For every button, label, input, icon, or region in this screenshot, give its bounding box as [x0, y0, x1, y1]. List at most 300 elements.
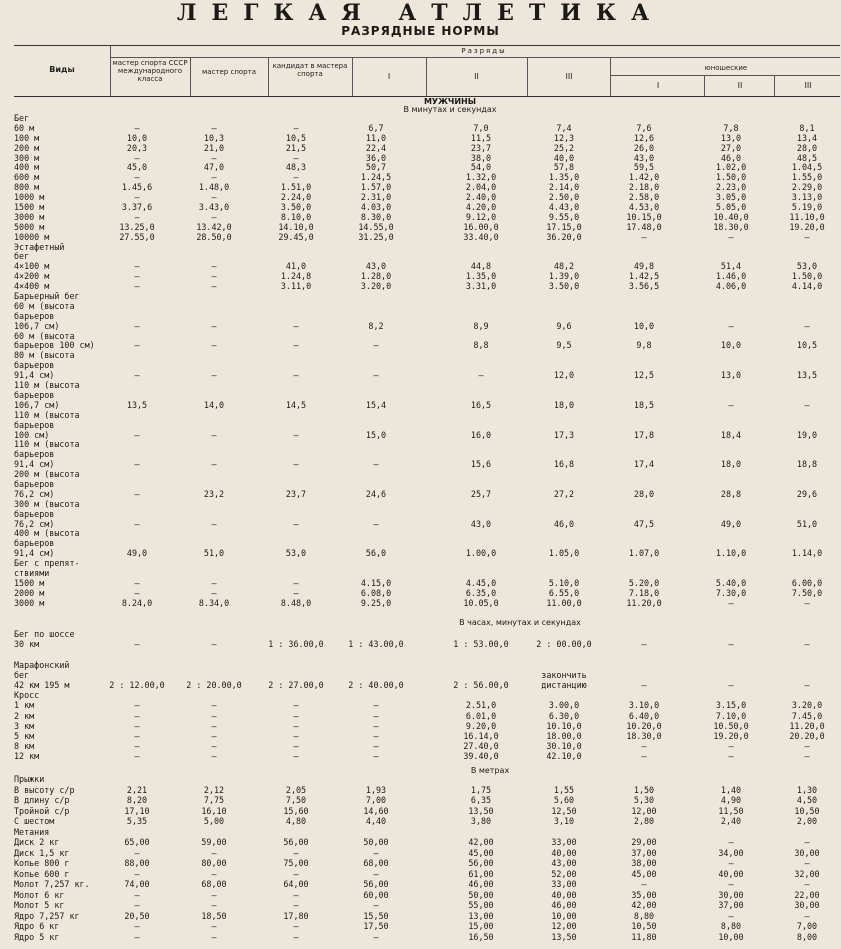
table-cell: 49,0: [720, 518, 742, 529]
header-junior-1: I: [656, 81, 660, 90]
table-cell: 3,80: [470, 816, 492, 826]
table-cell: 11.20,0: [789, 720, 825, 731]
table-cell: —: [804, 597, 810, 608]
row-label: Бег по шоссе: [14, 629, 75, 639]
table-cell: —: [293, 518, 299, 529]
table-cell: 1.10,0: [715, 548, 747, 559]
table-cell: —: [211, 868, 217, 879]
table-cell: 37,00: [631, 847, 657, 858]
table-cell: 2,21: [126, 784, 148, 795]
table-cell: —: [293, 730, 299, 741]
table-cell: —: [211, 587, 217, 598]
table-cell: 21,0: [203, 142, 225, 153]
row-label: Молот 5 кг: [14, 900, 65, 910]
table-cell: 4,40: [365, 816, 387, 826]
row-label: 300 м: [14, 152, 40, 163]
table-cell: 4.03,0: [360, 202, 392, 213]
table-cell: 8,80: [633, 910, 655, 921]
table-cell: 4.20,0: [465, 202, 497, 213]
table-cell: 9.25,0: [360, 597, 392, 608]
table-cell: 1,75: [470, 784, 492, 795]
table-cell: —: [211, 172, 217, 183]
table-cell: 12,00: [551, 921, 577, 931]
table-cell: 10.15,0: [626, 211, 662, 222]
table-row: [14, 461, 840, 471]
table-cell: 2,40: [720, 816, 742, 826]
table-cell: —: [134, 847, 140, 858]
table-cell: —: [134, 281, 140, 292]
table-cell: —: [134, 900, 140, 910]
table-cell: 3.05,0: [715, 192, 747, 203]
table-cell: 14,60: [363, 805, 389, 816]
table-cell: 11.10,0: [789, 211, 825, 222]
table-cell: 10,5: [796, 340, 818, 351]
table-cell: 51,4: [720, 261, 742, 272]
table-cell: 7,4: [556, 122, 572, 133]
table-cell: —: [211, 730, 217, 741]
table-cell: 8,8: [473, 340, 489, 351]
table-cell: —: [211, 320, 217, 331]
table-cell: —: [293, 172, 299, 183]
table-cell: 50,00: [363, 837, 389, 847]
table-cell: —: [373, 518, 379, 529]
table-cell: 46,00: [468, 879, 494, 889]
header-ranks: Разряды: [461, 47, 507, 55]
table-cell: 3.11,0: [280, 281, 312, 292]
table-cell: 3.10,0: [628, 700, 660, 711]
table-cell: —: [293, 587, 299, 598]
table-cell: —: [478, 370, 484, 381]
row-label: С шестом: [14, 816, 55, 826]
row-label: 1000 м: [14, 192, 45, 203]
header-junior-3: III: [804, 81, 812, 90]
table-cell: —: [293, 122, 299, 133]
table-cell: —: [804, 751, 810, 762]
table-cell: 1.42,0: [628, 172, 660, 183]
table-cell: 74,00: [124, 879, 150, 889]
table-cell: 16,50: [468, 931, 494, 942]
table-cell: 61,00: [468, 868, 494, 879]
table-cell: 18,0: [553, 399, 575, 410]
table-cell: —: [293, 370, 299, 381]
table-cell: 2 : 56.00,0: [453, 679, 509, 690]
table-cell: 42,00: [631, 900, 657, 910]
table-cell: 30,00: [794, 900, 820, 910]
table-cell: 51,0: [796, 518, 818, 529]
table-cell: 7.18,0: [628, 587, 660, 598]
table-cell: 15,6: [470, 459, 492, 470]
table-cell: —: [293, 320, 299, 331]
table-cell: 57,8: [553, 162, 575, 173]
table-cell: 1 : 36.00,0: [268, 639, 324, 650]
table-cell: 2.29,0: [791, 182, 823, 193]
table-cell: 3.43,0: [198, 202, 230, 213]
table-cell: 26,0: [633, 142, 655, 153]
header-junior: юношеские: [704, 64, 748, 72]
table-cell: 1,50: [633, 784, 655, 795]
table-cell: 1,55: [553, 784, 575, 795]
table-cell: 1.35,0: [548, 172, 580, 183]
row-label: барьеров: [14, 360, 55, 371]
row-label: 100 см): [14, 429, 50, 440]
table-cell: —: [641, 741, 647, 752]
table-cell: 49,8: [633, 261, 655, 272]
table-row: [14, 498, 840, 511]
table-cell: 24,6: [365, 488, 387, 499]
table-row: [14, 560, 840, 570]
table-cell: 16,5: [470, 399, 492, 410]
table-cell: 5,00: [203, 816, 225, 826]
table-row: [14, 659, 840, 672]
table-cell: 13,50: [468, 805, 494, 816]
table-cell: —: [134, 261, 140, 272]
table-cell: —: [293, 751, 299, 762]
table-cell: —: [373, 710, 379, 721]
table-cell: 8,00: [796, 931, 818, 942]
table-cell: 20,3: [126, 142, 148, 153]
table-cell: 1.50,0: [715, 172, 747, 183]
table-cell: —: [728, 320, 734, 331]
table-cell: 18,50: [201, 910, 227, 921]
table-cell: —: [804, 879, 810, 889]
table-cell: 5.05,0: [715, 202, 747, 213]
table-cell: 28,8: [720, 488, 742, 499]
table-cell: 12,50: [551, 805, 577, 816]
table-cell: 1.57,0: [360, 182, 392, 193]
table-cell: —: [211, 340, 217, 351]
table-cell: 3.13,0: [791, 192, 823, 203]
table-cell: 22,00: [794, 889, 820, 900]
table-cell: 9,6: [556, 320, 572, 331]
row-label: 91,4 см): [14, 459, 55, 470]
table-cell: 56,00: [283, 837, 309, 847]
table-cell: 10,3: [203, 132, 225, 143]
table-cell: 4,80: [285, 816, 307, 826]
table-cell: 13,0: [720, 132, 742, 143]
table-cell: 11.00,0: [546, 597, 582, 608]
table-cell: —: [641, 679, 647, 690]
table-cell: 10,50: [794, 805, 820, 816]
table-cell: 1.07,0: [628, 548, 660, 559]
table-cell: —: [134, 320, 140, 331]
table-cell: 34,00: [718, 847, 744, 858]
table-cell: 19,0: [796, 429, 818, 440]
table-cell: 30,00: [718, 889, 744, 900]
table-cell: 46,0: [720, 152, 742, 163]
table-cell: —: [211, 710, 217, 721]
table-cell: 40,0: [553, 152, 575, 163]
row-label: барьеров: [14, 419, 55, 430]
table-cell: 13,00: [468, 910, 494, 921]
table-row: [14, 641, 840, 651]
table-row: [14, 382, 840, 392]
table-row: [14, 241, 840, 254]
row-label: 1500 м: [14, 202, 45, 213]
row-label: 600 м: [14, 172, 40, 183]
table-cell: 10,0: [720, 340, 742, 351]
table-cell: 17,80: [283, 910, 309, 921]
row-label: 110 м (высота: [14, 380, 80, 391]
table-row: [14, 352, 840, 362]
table-cell: 37,00: [718, 900, 744, 910]
header-junior-2: II: [737, 81, 743, 90]
table-cell: 1.42,5: [628, 271, 660, 282]
row-label: Молот 6 кг: [14, 889, 65, 900]
table-cell: 33,00: [551, 879, 577, 889]
table-cell: 6.00,0: [791, 577, 823, 588]
table-cell: 88,00: [124, 858, 150, 868]
table-cell: 17,50: [363, 921, 389, 931]
table-cell: —: [134, 152, 140, 163]
table-cell: 1.50,0: [791, 271, 823, 282]
table-cell: 2,80: [633, 816, 655, 826]
row-label: 5000 м: [14, 221, 45, 232]
table-cell: —: [728, 741, 734, 752]
table-cell: —: [134, 518, 140, 529]
table-cell: 11,5: [470, 132, 492, 143]
row-label: барьеров 100 см): [14, 340, 95, 351]
table-cell: 68,00: [363, 858, 389, 868]
table-cell: —: [211, 429, 217, 440]
table-cell: —: [728, 837, 734, 847]
row-label: Тройной с/р: [14, 805, 70, 816]
table-cell: 43,0: [633, 152, 655, 163]
table-cell: 7,00: [796, 921, 818, 931]
table-cell: 1.45,6: [121, 182, 153, 193]
table-cell: —: [134, 700, 140, 711]
table-cell: 11,50: [718, 805, 744, 816]
table-cell: 8,1: [799, 122, 815, 133]
row-label: 80 м (высота: [14, 350, 75, 361]
table-cell: —: [211, 152, 217, 163]
row-label: 400 м: [14, 162, 40, 173]
table-cell: 28,0: [796, 142, 818, 153]
table-cell: —: [134, 271, 140, 282]
table-cell: 38,0: [470, 152, 492, 163]
table-cell: —: [134, 751, 140, 762]
table-cell: 22,4: [365, 142, 387, 153]
table-cell: 47,0: [203, 162, 225, 173]
table-row: [14, 429, 840, 442]
table-cell: 4.45,0: [465, 577, 497, 588]
table-cell: 6.35,0: [465, 587, 497, 598]
table-cell: 48,5: [796, 152, 818, 163]
table-cell: 27.40,0: [463, 741, 499, 752]
table-cell: —: [373, 751, 379, 762]
table-cell: 43,0: [365, 261, 387, 272]
row-label: 76,2 см): [14, 488, 55, 499]
table-cell: 1.24,8: [280, 271, 312, 282]
table-cell: —: [373, 720, 379, 731]
table-cell: —: [728, 679, 734, 690]
row-label: барьеров: [14, 508, 55, 519]
table-cell: 16,0: [470, 429, 492, 440]
table-cell: 5.10,0: [548, 577, 580, 588]
row-label: Ядро 6 кг: [14, 921, 60, 931]
table-cell: 25,2: [553, 142, 575, 153]
table-cell: —: [804, 639, 810, 650]
table-cell: —: [211, 122, 217, 133]
table-cell: 8,80: [720, 921, 742, 931]
table-cell: 4.14,0: [791, 281, 823, 292]
table-cell: —: [211, 847, 217, 858]
table-cell: —: [211, 889, 217, 900]
table-cell: 3.50,0: [548, 281, 580, 292]
table-cell: 29,6: [796, 488, 818, 499]
table-cell: 7,6: [636, 122, 652, 133]
table-cell: —: [804, 910, 810, 921]
table-cell: —: [134, 488, 140, 499]
table-cell: 40,00: [551, 889, 577, 900]
table-cell: —: [293, 741, 299, 752]
table-cell: 40,00: [551, 847, 577, 858]
table-cell: 10,0: [126, 132, 148, 143]
table-cell: 10.10,0: [546, 720, 582, 731]
table-cell: 56,0: [365, 548, 387, 559]
table-cell: 15,50: [363, 910, 389, 921]
table-cell: 44,8: [470, 261, 492, 272]
table-cell: 31.25,0: [358, 231, 394, 242]
table-cell: 19.20,0: [713, 730, 749, 741]
table-cell: —: [728, 879, 734, 889]
row-label: Метания: [14, 826, 50, 837]
row-label: 1500 м: [14, 577, 45, 588]
table-cell: 18.30,0: [626, 730, 662, 741]
table-cell: —: [804, 741, 810, 752]
table-cell: 9,8: [636, 340, 652, 351]
table-cell: 5.40,0: [715, 577, 747, 588]
table-row: [14, 530, 840, 540]
table-cell: 10.05,0: [463, 597, 499, 608]
row-label: 8 км: [14, 741, 35, 752]
table-cell: —: [373, 931, 379, 942]
table-cell: —: [211, 459, 217, 470]
table-cell: 8.48,0: [280, 597, 312, 608]
table-cell: 1.14,0: [791, 548, 823, 559]
row-label: 30 км: [14, 639, 40, 650]
table-cell: —: [373, 700, 379, 711]
table-cell: дистанцию: [541, 679, 587, 690]
table-cell: 43,0: [470, 518, 492, 529]
table-cell: 1,93: [365, 784, 387, 795]
table-cell: 7,50: [285, 795, 307, 805]
table-cell: 2.50,0: [548, 192, 580, 203]
table-cell: 2 : 20.00,0: [186, 679, 242, 690]
table-cell: 2.58,0: [628, 192, 660, 203]
table-cell: 1.39,0: [548, 271, 580, 282]
row-label: Эстафетный: [14, 241, 65, 252]
table-cell: 2.23,0: [715, 182, 747, 193]
table-cell: 60,00: [363, 889, 389, 900]
table-cell: 10,0: [633, 320, 655, 331]
row-label: барьеров: [14, 389, 55, 400]
table-cell: 8,9: [473, 320, 489, 331]
header-rank-1: I: [387, 72, 391, 81]
table-cell: 36.20,0: [546, 231, 582, 242]
header-rank-2: II: [474, 72, 479, 81]
table-row: [14, 441, 840, 451]
table-cell: 16.00,0: [463, 221, 499, 232]
table-cell: 9.55,0: [548, 211, 580, 222]
table-cell: 1,30: [796, 784, 818, 795]
table-cell: 19.20,0: [789, 221, 825, 232]
table-cell: —: [641, 751, 647, 762]
table-cell: 64,00: [283, 879, 309, 889]
table-cell: 5,35: [126, 816, 148, 826]
table-cell: 1.35,0: [465, 271, 497, 282]
row-label: Ядро 5 кг: [14, 931, 60, 942]
table-cell: 17,4: [633, 459, 655, 470]
table-cell: —: [293, 710, 299, 721]
table-cell: 2 : 27.00,0: [268, 679, 324, 690]
table-cell: —: [804, 399, 810, 410]
table-cell: —: [211, 370, 217, 381]
table-cell: —: [293, 921, 299, 931]
table-cell: 1,40: [720, 784, 742, 795]
row-label: 2 км: [14, 710, 35, 721]
table-cell: 7.50,0: [791, 587, 823, 598]
table-cell: 49,0: [126, 548, 148, 559]
row-label: Кросс: [14, 690, 40, 701]
table-cell: —: [134, 211, 140, 222]
table-cell: 30.10,0: [546, 741, 582, 752]
table-cell: 54,0: [470, 162, 492, 173]
row-label: барьеров: [14, 538, 55, 549]
table-cell: 65,00: [124, 837, 150, 847]
row-label: барьеров: [14, 449, 55, 460]
header-rank-3: III: [565, 72, 573, 81]
table-cell: —: [134, 921, 140, 931]
table-cell: 2 : 00.00,0: [536, 639, 592, 650]
table-cell: —: [293, 868, 299, 879]
table-cell: —: [211, 271, 217, 282]
table-cell: —: [211, 211, 217, 222]
table-cell: 42,00: [468, 837, 494, 847]
table-cell: 13.25,0: [119, 221, 155, 232]
table-cell: 7,8: [723, 122, 739, 133]
table-cell: 4.15,0: [360, 577, 392, 588]
table-cell: 59,00: [201, 837, 227, 847]
table-cell: 1.28,0: [360, 271, 392, 282]
table-cell: —: [134, 577, 140, 588]
table-cell: 10.40,0: [713, 211, 749, 222]
table-cell: 6,7: [368, 122, 384, 133]
table-cell: 7,75: [203, 795, 225, 805]
table-cell: 1.48,0: [198, 182, 230, 193]
table-row: [14, 409, 840, 422]
table-cell: 3.31,0: [465, 281, 497, 292]
row-label: 42 км 195 м: [14, 679, 70, 690]
table-header: [14, 45, 840, 97]
header-msms: мастер спорта СССР международного класса: [112, 59, 188, 83]
table-row: [14, 300, 840, 313]
table-cell: 38,00: [631, 858, 657, 868]
table-cell: 2,00: [796, 816, 818, 826]
table-cell: 17.48,0: [626, 221, 662, 232]
table-cell: 15,4: [365, 399, 387, 410]
table-cell: 4.06,0: [715, 281, 747, 292]
table-cell: —: [373, 847, 379, 858]
table-cell: 8,20: [126, 795, 148, 805]
table-cell: —: [134, 710, 140, 721]
table-body-field: [14, 776, 840, 944]
row-label: Диск 1,5 кг: [14, 847, 70, 858]
table-cell: 50,00: [468, 889, 494, 900]
table-cell: 5.20,0: [628, 577, 660, 588]
table-cell: —: [804, 231, 810, 242]
row-label: 4×200 м: [14, 271, 50, 282]
table-cell: 3.00,0: [548, 700, 580, 711]
